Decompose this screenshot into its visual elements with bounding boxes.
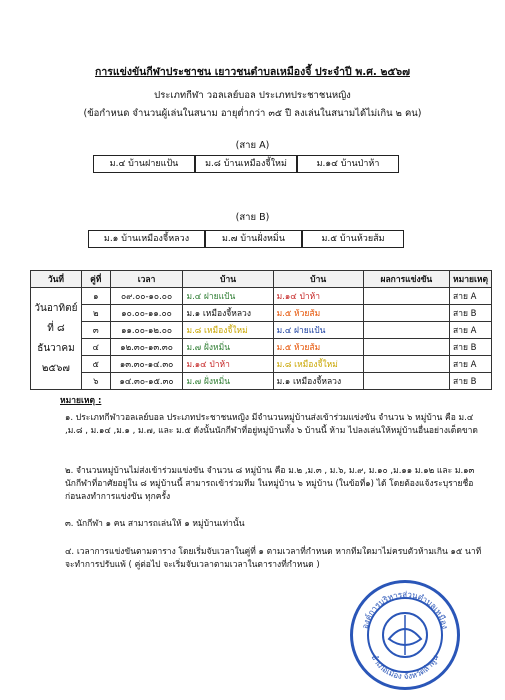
result-cell bbox=[363, 288, 449, 305]
time-cell: ๑๓.๓๐-๑๔.๓๐ bbox=[110, 356, 183, 373]
notes-heading: หมายเหตุ : bbox=[60, 396, 102, 406]
home-team-cell: ม.๑ เหมืองจี้หลวง bbox=[183, 305, 273, 322]
player-condition: (ข้อกำหนด จำนวนผู้เล่นในสนาม อายุต่ำกว่า ๓๕ ปี ลงเล่นในสนามได้ไม่เกิน ๒ คน) bbox=[83, 108, 422, 119]
header-result: ผลการแข่งขัน bbox=[363, 271, 449, 288]
date-line: ที่ ๘ bbox=[47, 322, 65, 334]
table-row bbox=[31, 288, 492, 305]
seal-top-text: องค์การบริหารส่วนตำบลเหมือง bbox=[360, 589, 450, 630]
group-b-teams bbox=[88, 230, 404, 248]
group-note-cell: สาย B bbox=[450, 373, 492, 390]
home-team-cell: ม.๗ ฝั่งหมิ่น bbox=[183, 373, 273, 390]
time-cell: ๑๑.๐๐-๑๒.๐๐ bbox=[110, 322, 183, 339]
note-2: ๒. จำนวนหมู่บ้านไม่ส่งเข้าร่วมแข่งขัน จำนวน ๘ หมู่บ้าน คือ ม.๒ ,ม.๓ , ม.๖, ม.๙, ม.๑๐ ,ม.๑๑ ม.๑๒ และ ม.๑๓ นักกีฬาที่อาศัยอยู่ใน ๘ หมู่บ้านนี้ สามารถเข้าร่วมทีม ในหมู่บ้าน ๖ หมู่บ้าน (ในข้อที่๑) ได้ โดยต้องแจ้งระบุรายชื่อก่อนลงทำการแข่งขัน ทุกครั้ง bbox=[65, 466, 475, 502]
group-b-team-3: ม.๕ บ้านห้วยส้ม bbox=[302, 230, 404, 248]
seal-bottom-text: อำเภอเมือง จังหวัดลำพูน bbox=[369, 653, 441, 682]
header-note: หมายเหตุ bbox=[450, 271, 492, 288]
group-b-label: (สาย B) bbox=[235, 212, 270, 223]
match-no-cell: ๓ bbox=[81, 322, 110, 339]
result-cell bbox=[363, 339, 449, 356]
result-cell bbox=[363, 356, 449, 373]
date-line: ธันวาคม bbox=[37, 342, 75, 354]
date-line: ๒๕๖๗ bbox=[41, 362, 70, 374]
group-note-cell: สาย B bbox=[450, 339, 492, 356]
group-a-team-3: ม.๑๔ บ้านป่าห้า bbox=[297, 155, 399, 173]
match-no-cell: ๒ bbox=[81, 305, 110, 322]
table-row bbox=[31, 356, 492, 373]
home-team-cell: ม.๔ ฝายแป้น bbox=[183, 288, 273, 305]
away-team-cell: ม.๕ ห้วยส้ม bbox=[273, 339, 363, 356]
away-team-cell: ม.๔ ฝายแป้น bbox=[273, 322, 363, 339]
document-title: การแข่งขันกีฬาประชาชน เยาวชนตำบลเหมืองจี้ ประจำปี พ.ศ. ๒๕๖๗ bbox=[95, 66, 410, 78]
result-cell bbox=[363, 305, 449, 322]
table-row bbox=[31, 305, 492, 322]
away-team-cell: ม.๕ ห้วยส้ม bbox=[273, 305, 363, 322]
date-line: วันอาทิตย์ bbox=[34, 302, 78, 314]
away-team-cell: ม.๑๔ ป่าห้า bbox=[273, 288, 363, 305]
group-note-cell: สาย B bbox=[450, 305, 492, 322]
group-a-team-1: ม.๔ บ้านฝายแป้น bbox=[93, 155, 195, 173]
seal-emblem-icon bbox=[367, 597, 443, 673]
sport-type: ประเภทกีฬา วอลเลย์บอล ประเภทประชาชนหญิง bbox=[154, 90, 351, 101]
home-team-cell: ม.๑๔ ป่าห้า bbox=[183, 356, 273, 373]
note-4: ๔. เวลาการแข่งขันตามตาราง โดยเริ่มจับเวลาในคู่ที่ ๑ ตามเวลาที่กำหนด หากทีมใดมาไม่ครบตัวห้ามเกิน ๑๕ นาที จะทำการปรับแพ้ ( คู่ต่อไป จะเริ่มจับเวลาตามเวลาในตารางที่กำหนด ) bbox=[65, 547, 482, 570]
schedule-header-row bbox=[31, 271, 492, 288]
group-b-team-2: ม.๗ บ้านฝั่งหมิ่น bbox=[205, 230, 302, 248]
group-note-cell: สาย A bbox=[450, 288, 492, 305]
result-cell bbox=[363, 373, 449, 390]
group-a-label: (สาย A) bbox=[235, 140, 270, 151]
away-team-cell: ม.๘ เหมืองจี้ใหม่ bbox=[273, 356, 363, 373]
home-team-cell: ม.๘ เหมืองจี้ใหม่ bbox=[183, 322, 273, 339]
match-no-cell: ๕ bbox=[81, 356, 110, 373]
schedule-table bbox=[30, 270, 492, 390]
note-1: ๑. ประเภทกีฬาวอลเลย์บอล ประเภทประชาชนหญิง มีจำนวนหมู่บ้านส่งเข้าร่วมแข่งขัน จำนวน ๖ หมู่บ้าน คือ ม.๔ ,ม.๘ , ม.๑๔ ,ม.๑ , ม.๗, และ ม.๕ ดังนั้นนักกีฬาที่อยู่หมู่บ้านทั้ง ๖ บ้านนี้ ห้าม ไปลงเล่นให้หมู่บ้านอื่นอย่างเด็ดขาด bbox=[65, 413, 478, 436]
group-note-cell: สาย A bbox=[450, 356, 492, 373]
home-team-cell: ม.๗ ฝั่งหมิ่น bbox=[183, 339, 273, 356]
match-no-cell: ๖ bbox=[81, 373, 110, 390]
header-date: วันที่ bbox=[31, 271, 82, 288]
match-no-cell: ๔ bbox=[81, 339, 110, 356]
official-seal bbox=[350, 580, 460, 690]
time-cell: ๑๔.๓๐-๑๕.๓๐ bbox=[110, 373, 183, 390]
away-team-cell: ม.๑ เหมืองจี้หลวง bbox=[273, 373, 363, 390]
table-row bbox=[31, 373, 492, 390]
time-cell: ๑๐.๐๐-๑๑.๐๐ bbox=[110, 305, 183, 322]
time-cell: ๐๙.๐๐-๑๐.๐๐ bbox=[110, 288, 183, 305]
group-a-teams bbox=[93, 155, 399, 173]
header-match-no: คู่ที่ bbox=[81, 271, 110, 288]
result-cell bbox=[363, 322, 449, 339]
header-time: เวลา bbox=[110, 271, 183, 288]
group-b-team-1: ม.๑ บ้านเหมืองจี้หลวง bbox=[88, 230, 205, 248]
note-3: ๓. นักกีฬา ๑ คน สามารถเล่นให้ ๑ หมู่บ้านเท่านั้น bbox=[65, 519, 245, 529]
table-row bbox=[31, 322, 492, 339]
header-away: บ้าน bbox=[273, 271, 363, 288]
time-cell: ๑๒.๓๐-๑๓.๓๐ bbox=[110, 339, 183, 356]
date-cell bbox=[31, 288, 82, 390]
header-home: บ้าน bbox=[183, 271, 273, 288]
group-a-team-2: ม.๘ บ้านเหมืองจี้ใหม่ bbox=[195, 155, 297, 173]
match-no-cell: ๑ bbox=[81, 288, 110, 305]
table-row bbox=[31, 339, 492, 356]
group-note-cell: สาย A bbox=[450, 322, 492, 339]
